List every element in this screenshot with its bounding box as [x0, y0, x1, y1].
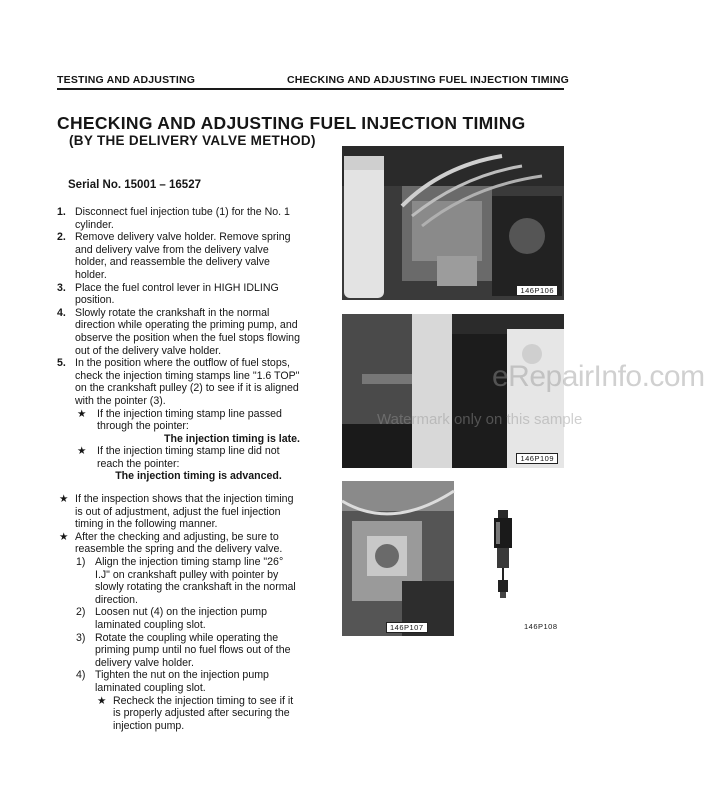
- adjust-step-text: Align the injection timing stamp line "26° I.J" on crankshaft pulley with pointer by slowly rotating the crankshaft in the normal direction.: [95, 555, 296, 606]
- watermark-sample: Watermark only on this sample: [377, 411, 583, 428]
- step-3: [57, 282, 300, 307]
- step-number: 1.: [57, 206, 66, 218]
- step-text: Remove delivery valve holder. Remove spring and delivery valve from the delivery valve holder, and reassemble the delivery valve holder.: [75, 231, 291, 281]
- pump-photo-illustration: [342, 146, 564, 300]
- note-text: If the injection timing stamp line passed through the pointer:: [97, 407, 282, 433]
- figure-label: 146P106: [516, 285, 558, 296]
- watermark-site: eRepairInfo.com: [492, 360, 705, 393]
- serial-number: Serial No. 15001 – 16527: [68, 179, 201, 191]
- adjustment-procedure: [57, 493, 300, 732]
- bullet-reassemble: [57, 531, 300, 556]
- star-icon: ★: [59, 493, 69, 505]
- valve-holder-drawing: [484, 508, 524, 613]
- star-icon: ★: [77, 407, 87, 420]
- bullet-text: If the inspection shows that the injection timing is out of adjustment, adjust the fuel injection timing in the following manner.: [75, 493, 294, 531]
- final-note: [57, 695, 300, 733]
- figure-label: 146P107: [386, 622, 428, 633]
- note-late: [57, 408, 300, 446]
- star-icon: ★: [77, 445, 87, 458]
- figure-delivery-valve-holder: [484, 508, 524, 613]
- adjust-step-text: Tighten the nut on the injection pump laminated coupling slot.: [95, 669, 269, 694]
- page-subtitle: (BY THE DELIVERY VALVE METHOD): [69, 133, 316, 148]
- bullet-adjust: [57, 493, 300, 531]
- note-result: The injection timing is late.: [164, 432, 300, 445]
- step-number: 4.: [57, 306, 66, 319]
- page-title: CHECKING AND ADJUSTING FUEL INJECTION TIMING: [57, 113, 526, 133]
- header-section-label: TESTING AND ADJUSTING: [57, 74, 196, 86]
- header-rule: [57, 88, 564, 90]
- adjust-step-text: Rotate the coupling while operating the priming pump until no fuel flows out of the delivery valve holder.: [95, 631, 291, 669]
- adjust-step-number: 3): [76, 631, 86, 644]
- figure-label: 146P108: [524, 622, 558, 631]
- note-result: The injection timing is advanced.: [115, 470, 282, 483]
- adjust-step-number: 1): [76, 555, 86, 568]
- procedure-steps: [57, 206, 300, 483]
- star-icon: ★: [97, 694, 107, 707]
- note-advanced: [57, 445, 300, 483]
- adjust-step-2: [57, 606, 300, 631]
- step-2: [57, 231, 300, 281]
- step-text: Place the fuel control lever in HIGH IDLING position.: [75, 281, 279, 307]
- figure-label: 146P109: [516, 453, 558, 464]
- step-text: In the position where the outflow of fuel stops, check the injection timing stamps line "1.6 TOP" on the crankshaft pulley (2) to see if it is aligned with the pointer (3).: [75, 357, 300, 407]
- note-text: If the injection timing stamp line did not reach the pointer:: [97, 445, 280, 470]
- final-note-text: Recheck the injection timing to see if it is properly adjusted after securing the injection pump.: [113, 694, 294, 732]
- step-text: Disconnect fuel injection tube (1) for the No. 1 cylinder.: [75, 206, 290, 231]
- adjust-step-number: 4): [76, 669, 86, 682]
- step-text: Slowly rotate the crankshaft in the normal direction while operating the priming pump, and observe the position when the fuel stops flowing out of the delivery valve holder.: [75, 306, 300, 357]
- adjust-step-1: [57, 556, 300, 606]
- adjust-step-text: Loosen nut (4) on the injection pump laminated coupling slot.: [95, 606, 267, 631]
- header-page-title: CHECKING AND ADJUSTING FUEL INJECTION TIMING: [287, 74, 570, 86]
- photo-coupling: [342, 481, 454, 636]
- coupling-photo-illustration: [342, 481, 454, 636]
- adjust-step-number: 2): [76, 606, 86, 619]
- step-5: [57, 357, 300, 407]
- step-4: [57, 307, 300, 357]
- step-number: 3.: [57, 281, 66, 294]
- adjust-step-4: [57, 669, 300, 694]
- star-icon: ★: [59, 530, 69, 543]
- adjust-step-3: [57, 632, 300, 670]
- step-number: 2.: [57, 231, 66, 244]
- bullet-text: After the checking and adjusting, be sure to reasemble the spring and the delivery valve.: [75, 530, 283, 556]
- photo-injection-pump: [342, 146, 564, 300]
- step-number: 5.: [57, 357, 66, 370]
- step-1: [57, 206, 300, 231]
